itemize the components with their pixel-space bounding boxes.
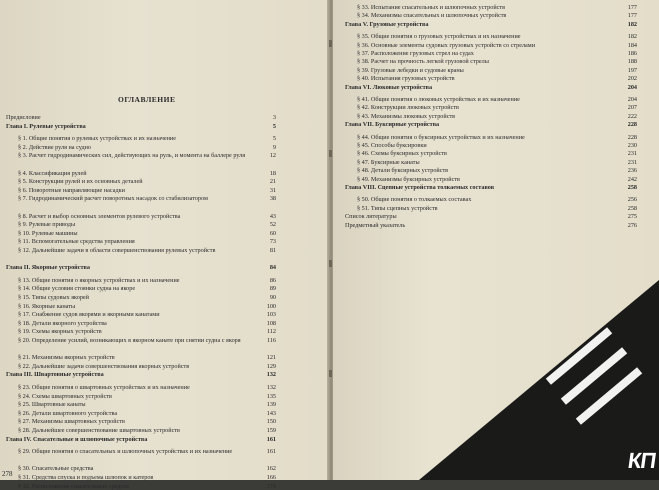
kp-logo: КП [626,448,657,473]
toc-entry-title: § 45. Способы буксировки [357,142,427,149]
toc-entry [18,337,276,344]
toc-entry [18,144,276,151]
toc-entry-title: § 27. Механизмы швартовных устройств [18,418,125,426]
toc-entry [357,167,637,174]
toc-entry-title: § 17. Снабжение судов якорями и якорными канатами [18,311,160,319]
toc-page-number: 275 [627,213,637,221]
toc-entry [18,170,276,177]
toc-page-number: 73 [269,238,276,246]
toc-entry-title: § 14. Общие условия стоянки судна на якоре [18,285,136,293]
toc-page-number: 174 [266,482,276,490]
toc-entry [18,303,276,310]
toc-chapter [345,84,637,91]
toc-page-number: 89 [269,285,276,293]
binding-stitch [329,150,332,157]
toc-page-number: 18 [269,169,276,177]
toc-entry-title: § 25. Швартовные канаты [18,401,86,409]
toc-page-number: 182 [627,20,637,28]
toc-entry-title: § 26. Детали швартовного устройства [18,409,118,417]
toc-entry-title: § 47. Буксирные канаты [357,158,420,166]
toc-entry [18,418,276,425]
toc-entry-title: § 35. Общие понятия о грузовых устройствах и их назначение [357,33,521,41]
toc-entry [18,178,276,185]
toc-page-number: 182 [627,33,637,41]
toc-page-number: 129 [266,362,276,370]
toc-entry-title: § 37. Расположение грузовых стрел на судах [357,50,474,57]
toc-entry-title: Список литературы [345,213,397,221]
toc-entry [18,401,276,408]
toc-entry [357,150,637,157]
toc-page-number: 177 [627,12,637,20]
toc-page-number: 159 [266,427,276,434]
toc-page-number: 186 [627,50,637,57]
toc-entry [357,33,637,40]
toc-entry-title: § 50. Общие понятия о толкаемых составах [357,196,472,204]
toc-page-number: 242 [627,175,637,183]
toc-chapter [345,121,637,128]
toc-page-number: 207 [627,104,637,112]
toc-entry [357,104,637,111]
toc-entry-title: § 41. Общие понятия о люковых устройствах и их назначение [357,96,520,103]
toc-entry-title: § 6. Поворотные направляющие насадки [18,186,125,194]
toc-entry-title: § 29. Общие понятия о спасательных и шлюпочных устройствах и их назначение [18,448,233,456]
toc-entry [357,58,637,65]
toc-entry-title: § 11. Вспомогательные средства управления [18,238,135,246]
toc-page-number: 135 [266,392,276,400]
toc-page-number: 162 [266,465,276,473]
toc-entry [18,483,276,490]
toc-entry-title: § 10. Рулевые машины [18,229,78,237]
toc-entry [18,311,276,318]
toc-entry-title: Предисловие [6,114,41,121]
toc-entry [18,328,276,335]
toc-entry-title: § 15. Типы судовых якорей [18,294,89,301]
toc-entry [18,320,276,327]
toc-entry-title: Глава III. Швартовные устройства [6,371,104,379]
toc-entry-title: § 40. Испытания грузовых устройств [357,75,455,83]
toc-entry [18,238,276,245]
binding-stitch [329,260,332,267]
toc-entry-title: § 16. Якорные канаты [18,302,76,310]
toc-page-number: 132 [266,384,276,391]
toc-chapter [345,184,637,191]
toc-page-number: 202 [627,75,637,83]
toc-entry [18,285,276,292]
toc-page-number: 258 [627,204,637,212]
toc-page-number: 81 [269,247,276,254]
toc-entry [18,354,276,361]
toc-entry-title: § 3. Расчет гидродинамических сил, действующих на руль, и момента на баллере руля [18,152,246,160]
toc-entry [18,384,276,391]
toc-page-number: 9 [272,143,276,151]
toc-entry [357,159,637,166]
toc-page-number: 5 [272,122,276,130]
binding-stitch [329,370,332,377]
toc-entry [18,448,276,455]
toc-entry-title: § 18. Детали якорного устройства [18,319,107,327]
toc-entry-title: Предметный указатель [345,221,406,229]
toc-entry-title: § 36. Основные элементы судовых грузовых устройств со стрелами [357,41,536,49]
toc-entry-title: § 5. Конструкции рулей и их основных деталей [18,178,143,186]
toc-entry-title: § 30. Спасательные средства [18,465,94,473]
toc-entry [18,247,276,254]
toc-entry-title: § 46. Схемы буксирных устройств [357,150,447,158]
toc-entry [357,196,637,203]
toc-page-number: 52 [269,221,276,229]
toc-entry [357,4,637,11]
toc-entry [18,195,276,202]
toc-entry [18,277,276,284]
contents-title: ОГЛАВЛЕНИЕ [118,95,176,104]
toc-entry-title: Глава II. Якорные устройства [6,264,90,272]
toc-entry-title: § 33. Испытание спасательных и шлюпочных устройств [357,4,506,11]
toc-chapter [6,264,276,271]
toc-page-number: 166 [266,474,276,481]
toc-chapter [345,21,637,28]
toc-page-number: 222 [627,112,637,120]
toc-entry-title: Глава VIII. Сцепные устройства толкаемых составов [345,184,495,191]
toc-entry-title: § 51. Типы сцепных устройств [357,204,438,212]
toc-page-number: 161 [266,435,276,443]
toc-page-number: 204 [627,83,637,91]
toc-entry-title: § 21. Механизмы якорных устройств [18,354,115,362]
toc-entry-title: § 1. Общие понятия о рулевых устройствах и их назначение [18,135,176,143]
toc-entry-title: § 44. Общие понятия о буксирных устройствах и их назначение [357,133,525,141]
toc-page-number: 3 [272,114,276,121]
toc-page-number: 31 [269,186,276,194]
toc-entry-title: § 23. Общие понятия о швартовных устройствах и их назначение [18,384,190,391]
toc-entry-title: Глава IV. Спасательные и шлюпочные устройства [6,435,148,443]
toc-entry-title: § 43. Механизмы люковых устройств [357,112,456,120]
toc-entry-title: § 32. Расположение спасательных средств [18,482,129,490]
toc-page-number: 132 [266,371,276,379]
toc-entry [18,230,276,237]
right-page [333,0,659,480]
toc-entry-title: § 38. Расчет на прочность легкой грузовой стрелы [357,58,489,66]
toc-entry [357,12,637,19]
page-number-left: 278 [2,470,13,478]
toc-entry [357,75,637,82]
toc-entry [345,213,637,220]
toc-entry-title: § 19. Схемы якорных устройств [18,328,102,336]
toc-entry-title: § 24. Схемы швартовных устройств [18,392,112,400]
toc-entry-title: Глава VI. Люковые устройства [345,83,433,91]
toc-page-number: 231 [627,158,637,166]
toc-entry [18,410,276,417]
toc-entry [18,427,276,434]
toc-chapter [6,123,276,130]
toc-entry [18,187,276,194]
toc-page-number: 177 [627,4,637,11]
toc-page-number: 21 [269,178,276,186]
toc-page-number: 38 [269,195,276,203]
toc-entry [18,363,276,370]
toc-entry [357,176,637,183]
toc-entry-title: § 31. Средства спуска и подъема шлюпок и катеров [18,474,154,481]
toc-entry-title: § 8. Расчет и выбор основных элементов рулевого устройства [18,212,181,220]
toc-page-number: 139 [266,401,276,409]
toc-entry [6,114,276,121]
toc-entry [18,474,276,481]
toc-entry [18,294,276,301]
toc-page-number: 43 [269,212,276,220]
toc-entry [357,67,637,74]
toc-page-number: 5 [272,135,276,143]
toc-page-number: 116 [266,337,276,344]
toc-page-number: 12 [269,152,276,160]
toc-entry-title: § 39. Грузовые лебедки и судовые краны [357,66,464,74]
toc-page-number: 228 [627,121,637,129]
toc-entry [18,221,276,228]
toc-entry-title: § 42. Конструкции люковых устройств [357,104,459,112]
toc-entry-title: Глава V. Грузовые устройства [345,20,429,28]
toc-page-number: 161 [266,448,276,456]
toc-page-number: 204 [627,96,637,103]
toc-page-number: 228 [627,133,637,141]
toc-entry [357,113,637,120]
toc-entry-title: § 9. Рулевые приводы [18,221,76,229]
toc-entry-title: § 13. Общие понятия о якорных устройствах и их назначение [18,276,180,284]
toc-chapter [6,436,276,443]
toc-page-number: 84 [269,264,276,272]
toc-page-number: 143 [266,409,276,417]
toc-entry [18,135,276,142]
toc-entry-title: § 34. Механизмы спасательных и шлюпочных устройств [357,12,507,20]
toc-entry-title: § 2. Действие руля на судно [18,143,91,151]
toc-entry-title: § 4. Классификация рулей [18,169,87,177]
toc-page-number: 90 [269,294,276,301]
toc-entry-title: § 28. Дальнейшее совершенствование швартовных устройств [18,427,180,434]
toc-page-number: 103 [266,311,276,319]
toc-page-number: 256 [627,196,637,204]
toc-page-number: 86 [269,276,276,284]
toc-entry [357,50,637,57]
toc-page-number: 150 [266,418,276,426]
toc-page-number: 108 [266,319,276,327]
toc-page-number: 236 [627,167,637,175]
toc-page-number: 258 [627,184,637,191]
toc-page-number: 188 [627,58,637,66]
toc-entry-title: § 48. Детали буксирных устройств [357,167,449,175]
toc-entry [18,465,276,472]
binding-stitch [329,40,332,47]
toc-entry [357,96,637,103]
toc-entry [357,205,637,212]
toc-entry [345,222,637,229]
toc-entry-title: § 22. Дальнейшие задачи совершенствования якорных устройств [18,362,190,370]
toc-entry-title: § 7. Гидродинамический расчет поворотных насадок со стабилизатором [18,195,208,203]
toc-page-number: 112 [266,328,276,336]
toc-page-number: 100 [266,302,276,310]
toc-entry [357,142,637,149]
toc-page-number: 60 [269,229,276,237]
toc-entry [357,42,637,49]
toc-entry-title: Глава I. Рулевые устройства [6,122,86,130]
toc-entry-title: Глава VII. Буксирные устройства [345,121,440,129]
toc-entry-title: § 12. Дальнейшие задачи в области совершенствования рулевых устройств [18,247,216,254]
toc-page-number: 230 [627,142,637,149]
toc-entry-title: § 20. Определение усилий, возникающих в якорном канате при снятии судна с якоря [18,337,241,344]
toc-page-number: 184 [627,41,637,49]
toc-entry-title: § 49. Механизмы буксирных устройств [357,175,460,183]
toc-page-number: 197 [627,66,637,74]
toc-page-number: 231 [627,150,637,158]
toc-page-number: 276 [627,221,637,229]
toc-entry [18,213,276,220]
toc-entry [357,134,637,141]
toc-chapter [6,371,276,378]
toc-entry [18,152,276,159]
toc-entry [18,393,276,400]
toc-page-number: 121 [266,354,276,362]
